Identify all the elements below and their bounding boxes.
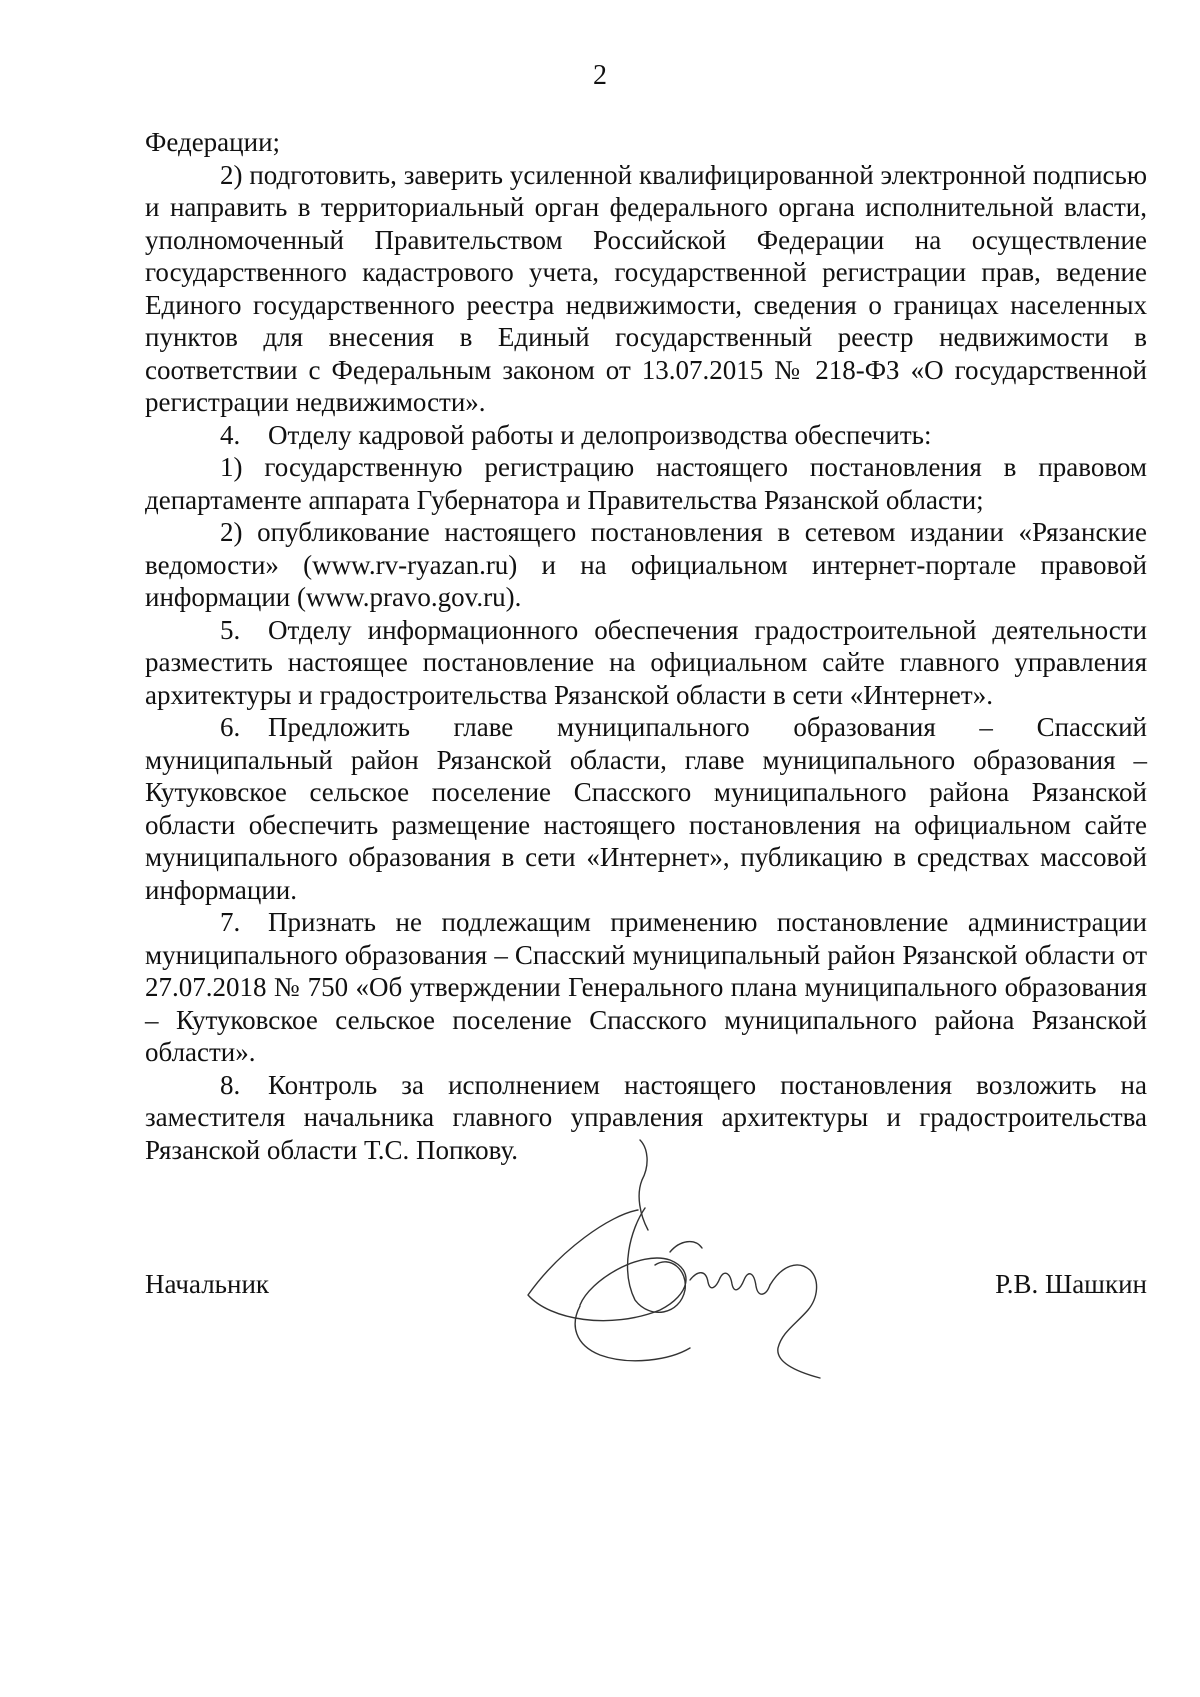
item-number: 4. [220, 419, 241, 450]
paragraph-item-4 [145, 419, 1147, 452]
item-number: 5. [220, 614, 241, 645]
handwritten-signature-icon [520, 1120, 840, 1390]
item-number: 8. [220, 1069, 241, 1100]
signature-block [145, 1268, 1147, 1308]
page-number: 2 [593, 60, 607, 91]
paragraph-text: Отделу информационного обеспечения градостроительной деятельности разместить настоящее постановление на официальном сайте главного управления архитектуры и градостроительства Рязанской области в сети «Интернет». [145, 614, 1147, 710]
paragraph-item-7 [145, 906, 1147, 1069]
paragraph-item-6 [145, 711, 1147, 906]
paragraph-subitem-1-registration: 1) государственную регистрацию настоящего постановления в правовом департаменте аппарата Губернатора и Правительства Рязанской области; [145, 452, 1147, 515]
paragraph-text: Предложить главе муниципального образования – Спасский муниципальный район Рязанской области, главе муниципального образования – Кутуковское сельское поселение Спасского муниципального района Рязанской области обеспечить размещение настоящего постановления на официальном сайте муниципального образования в сети «Интернет», публикацию в средствах массовой информации. [145, 712, 1147, 905]
paragraph-item-2-submit-boundaries: 2) подготовить, заверить усиленной квалифицированной электронной подписью и направить в территориальный орган федерального органа исполнительной власти, уполномоченный Правительством Российской Федерации на осуществление государственного кадастрового учета, государственной регистрации прав, ведение Единого государственного реестра недвижимости, сведения о границах населенных пунктов для внесения в Единый государственный реестр недвижимости в соответствии с Федеральным законом от 13.07.2015 № 218-ФЗ «О государственной регистрации недвижимости». [145, 159, 1147, 417]
signatory-title: Начальник [145, 1269, 270, 1299]
item-number: 7. [220, 907, 241, 937]
paragraph-continuation: Федерации; [145, 127, 281, 157]
document-body [145, 126, 1147, 1166]
item-number: 6. [220, 712, 241, 742]
paragraph-item-5 [145, 614, 1147, 712]
paragraph-text: Отделу кадровой работы и делопроизводства обеспечить: [268, 419, 932, 450]
paragraph-subitem-2-publication: 2) опубликование настоящего постановления в сетевом издании «Рязанские ведомости» (www.rv-ryazan.ru) и на официальном интернет-портале правовой информации (www.pravo.gov.ru). [145, 517, 1147, 612]
signatory-name: Р.В. Шашкин [995, 1269, 1147, 1299]
paragraph-text: Контроль за исполнением настоящего постановления возложить на заместителя начальника главного управления архитектуры и градостроительства Рязанской области Т.С. Попкову. [145, 1069, 1147, 1165]
paragraph-text: Признать не подлежащим применению постановление администрации муниципального образования – Спасский муниципальный район Рязанской области от 27.07.2018 № 750 «Об утверждении Генерального плана муниципального образования – Кутуковское сельское поселение Спасского муниципального района Рязанской области». [145, 907, 1147, 1067]
